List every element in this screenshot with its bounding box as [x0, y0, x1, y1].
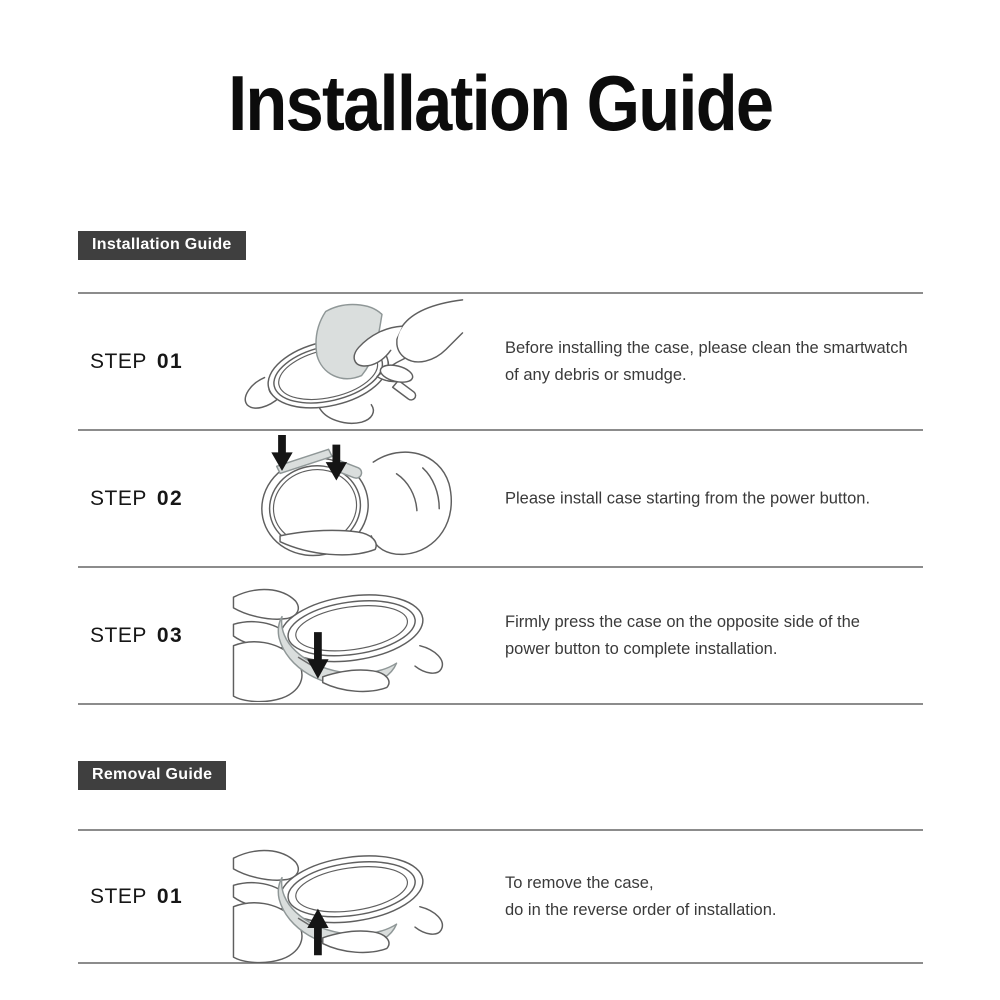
step-row	[78, 292, 923, 429]
step-label	[90, 624, 183, 648]
removal-steps	[78, 829, 923, 964]
step-row	[78, 566, 923, 703]
clean-watch-icon	[228, 296, 468, 428]
step-description-line: do in the reverse order of installation.	[505, 900, 777, 919]
step-label-text: STEP	[90, 486, 147, 510]
step-row	[78, 429, 923, 566]
step-label-text: STEP	[90, 884, 147, 908]
installation-guide-badge: Installation Guide	[78, 231, 246, 260]
step-description	[505, 609, 860, 663]
installation-steps	[78, 292, 923, 705]
step-description-line: To remove the case,	[505, 873, 654, 892]
step-label	[90, 487, 183, 511]
remove-case-icon	[228, 831, 468, 963]
illustration-remove-case	[228, 831, 468, 963]
illustration-clean-watch	[228, 296, 468, 428]
step-description	[505, 485, 870, 512]
step-label	[90, 885, 183, 909]
step-description-line: Before installing the case, please clean the smartwatch	[505, 338, 908, 357]
install-case-icon	[228, 433, 468, 565]
step-row	[78, 829, 923, 962]
step-number: 02	[156, 486, 184, 510]
step-label-text: STEP	[90, 349, 147, 373]
step-description-line: Firmly press the case on the opposite side of the	[505, 612, 860, 631]
step-description-line: Please install case starting from the power button.	[505, 489, 871, 507]
step-label	[90, 350, 183, 374]
step-label-text: STEP	[90, 623, 147, 647]
step-number: 01	[156, 884, 184, 908]
press-case-icon	[228, 570, 468, 702]
removal-guide-badge: Removal Guide	[78, 761, 226, 790]
illustration-press-opposite-side	[228, 570, 468, 702]
illustration-install-from-power-button	[228, 433, 468, 565]
step-number: 03	[156, 623, 184, 647]
step-number: 01	[156, 349, 184, 373]
page-title: Installation Guide	[227, 59, 773, 147]
step-description	[505, 335, 908, 389]
step-description-line: of any debris or smudge.	[505, 365, 687, 384]
step-description	[505, 870, 777, 924]
step-description-line: power button to complete installation.	[505, 639, 778, 658]
